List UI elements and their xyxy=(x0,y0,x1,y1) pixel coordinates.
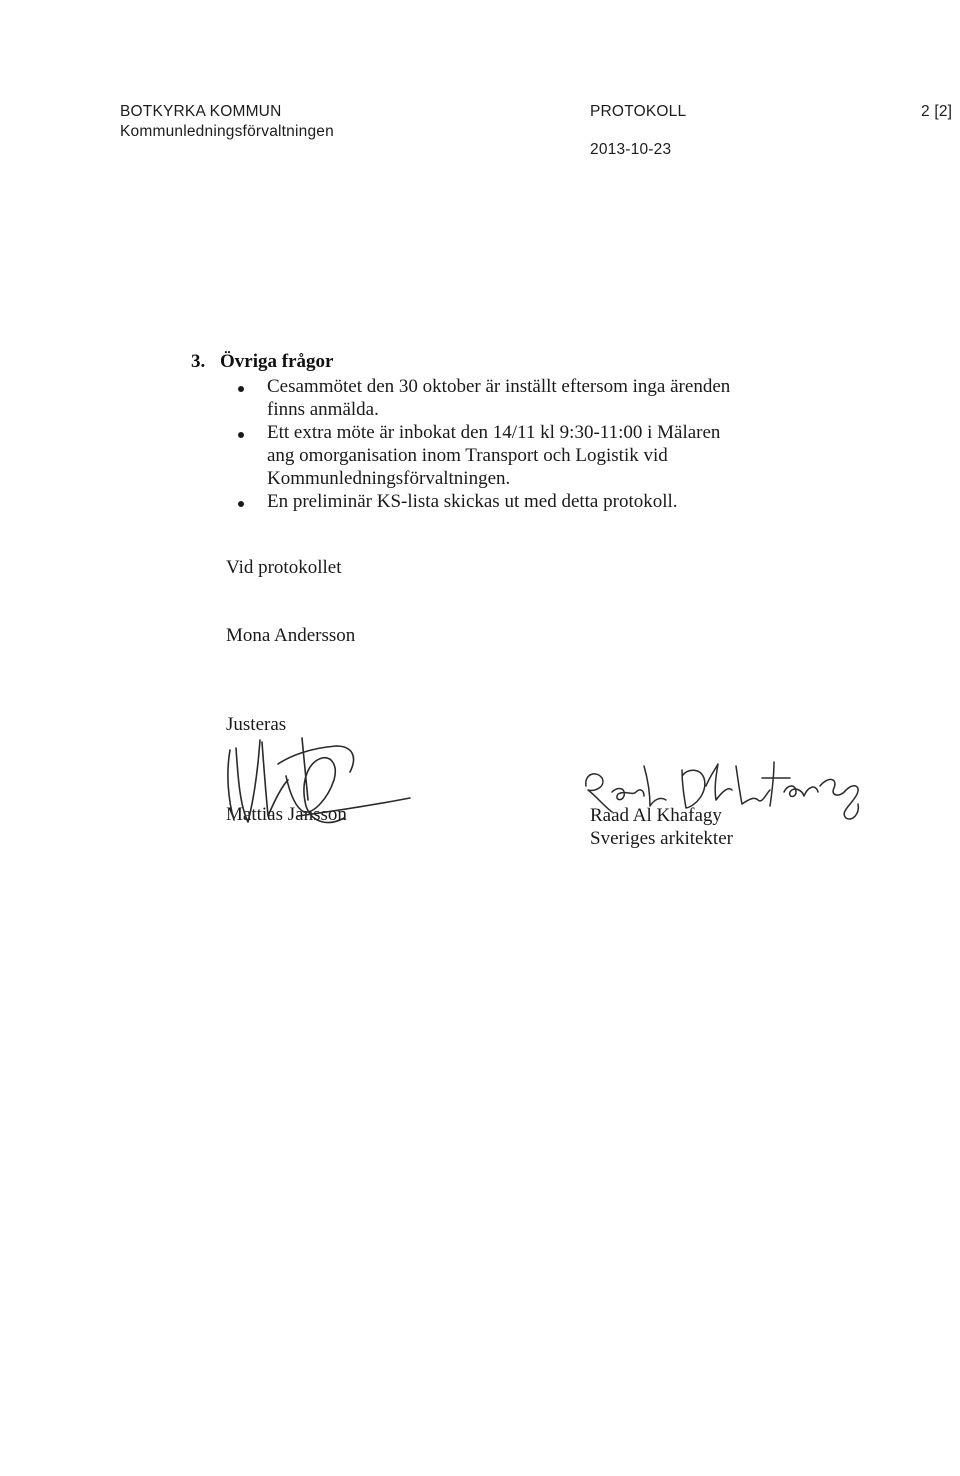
section-title: Övriga frågor xyxy=(220,351,334,372)
organization-name: BOTKYRKA KOMMUN xyxy=(120,103,282,120)
signature-left-handwriting xyxy=(218,728,418,838)
bullet-dot xyxy=(238,501,244,507)
signatory-right-name: Raad Al Khafagy xyxy=(590,805,722,826)
bullet-dot xyxy=(238,432,244,438)
bullet-1-line-2: finns anmälda. xyxy=(267,399,379,420)
signatory-left-name: Mattias Jansson xyxy=(226,804,347,825)
department-name: Kommunledningsförvaltningen xyxy=(120,123,334,140)
bullet-2-line-2: ang omorganisation inom Transport och Logistik vid xyxy=(267,445,668,466)
page-number: 2 [2] xyxy=(921,103,953,120)
document-date: 2013-10-23 xyxy=(590,141,672,158)
bullet-dot xyxy=(238,386,244,392)
minutes-taker-label: Vid protokollet xyxy=(226,557,342,578)
bullet-1-line-1: Cesammötet den 30 oktober är inställt eftersom inga ärenden xyxy=(267,376,731,397)
bullet-3-line-1: En preliminär KS-lista skickas ut med detta protokoll. xyxy=(267,491,678,512)
adjusted-label: Justeras xyxy=(226,714,287,735)
bullet-2-line-3: Kommunledningsförvaltningen. xyxy=(267,468,511,489)
bullet-2-line-1: Ett extra möte är inbokat den 14/11 kl 9:30-11:00 i Mälaren xyxy=(267,422,721,443)
section-number: 3. xyxy=(191,351,206,372)
signatory-right-organization: Sveriges arkitekter xyxy=(590,828,733,849)
minutes-taker-name: Mona Andersson xyxy=(226,625,356,646)
document-type: PROTOKOLL xyxy=(590,103,687,120)
